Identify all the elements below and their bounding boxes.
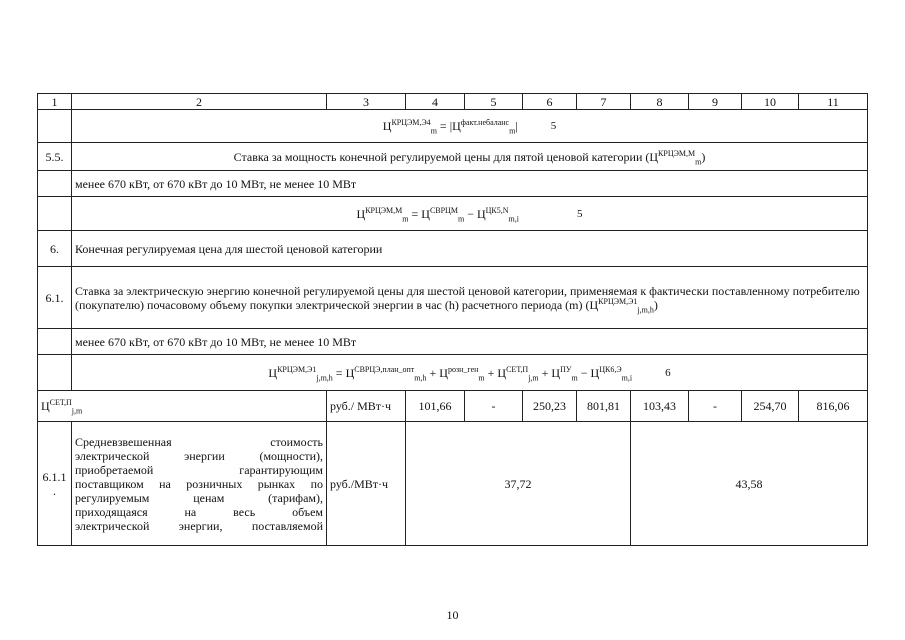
row-6-1-voltage-text: менее 670 кВт, от 670 кВт до 10 МВт, не менее 10 МВт <box>72 329 868 355</box>
col-header-9: 9 <box>689 94 742 110</box>
formula-e1-row <box>38 355 868 391</box>
formula-number: 5 <box>576 207 583 220</box>
col-header-1: 1 <box>38 94 72 110</box>
value-cell: 801,81 <box>577 391 631 422</box>
row-set-p-label: $Ц^{СЕТ,П}_{j,m}$ <box>38 391 327 422</box>
row-5-5-voltage <box>38 171 868 197</box>
unit-cell: руб./ МВт·ч <box>327 391 406 422</box>
formula-number: 5 <box>550 120 557 132</box>
col-header-11: 11 <box>799 94 868 110</box>
formula-m: $Ц^{КРЦЭМ,М}_m = Ц^{СВРЦМ}_m - Ц^{ЦК5,N}_{m,i}$ 5 <box>72 197 868 231</box>
col-header-3: 3 <box>327 94 406 110</box>
formula-m-row <box>38 197 868 231</box>
value-cell: - <box>689 391 742 422</box>
row-5-5-title: Ставка за мощность конечной регулируемой цены для пятой ценовой категории $(Ц^{КРЦЭМ,М}_m)$ <box>72 143 868 171</box>
row-set-p <box>38 391 868 422</box>
value-cell: 43,58 <box>631 422 868 546</box>
row-5-5 <box>38 143 868 171</box>
row-6-1 <box>38 267 868 329</box>
value-cell: 816,06 <box>799 391 868 422</box>
row-6-title: Конечная регулируемая цена для шестой ценовой категории <box>72 231 868 267</box>
value-cell: 254,70 <box>742 391 799 422</box>
row-6-1-1-description: Средневзвешенная стоимость электрической энергии (мощности), приобретаемой гарантирующим поставщиком на розничных рынках по регулируемым ценам (тарифам), приходящаяся на весь объем электрической энергии, поставляемой <box>72 422 327 546</box>
value-cell: 103,43 <box>631 391 689 422</box>
col-header-10: 10 <box>742 94 799 110</box>
col-header-5: 5 <box>465 94 523 110</box>
value-cell: 250,23 <box>523 391 577 422</box>
row-6-1-voltage <box>38 329 868 355</box>
tariff-table <box>37 93 868 546</box>
row-number: 6.1.1 . <box>38 422 72 546</box>
row-6-1-1 <box>38 422 868 546</box>
page-number: 10 <box>446 608 459 622</box>
formula-e4: $Ц^{КРЦЭМ,Э4}_m = |Ц^{факт.небаланс}_m|$ 5 <box>72 110 868 143</box>
col-header-8: 8 <box>631 94 689 110</box>
row-number: 6. <box>38 231 72 267</box>
value-cell: 101,66 <box>406 391 465 422</box>
row-number: 6.1. <box>38 267 72 329</box>
formula-e4-row <box>38 110 868 143</box>
col-header-2: 2 <box>72 94 327 110</box>
formula-e1: $Ц^{КРЦЭМ,Э1}_{j,m,h} = Ц^{СВРЦЭ,план\_опт}_{m,h} + Ц^{розн\_ген}_m + Ц^{СЕТ,П}_{j,m} + Ц^{ПУ}_m - Ц^{ЦК6,Э}_{m,i}$ 6 <box>72 355 868 391</box>
value-cell: - <box>465 391 523 422</box>
value-cell: 37,72 <box>406 422 631 546</box>
formula-number: 6 <box>665 366 671 379</box>
unit-cell: руб./МВт·ч <box>327 422 406 546</box>
col-header-4: 4 <box>406 94 465 110</box>
column-number-row <box>38 94 868 110</box>
col-header-6: 6 <box>523 94 577 110</box>
row-6-1-title: Ставка за электрическую энергию конечной регулируемой цены для шестой ценовой категории, применяемая к фактически поставленному потребителю (покупателю) почасовому объему покупки электрической энергии в час (h) расчетного периода (m) $(Ц^{КРЦЭМ,Э1}_{j,m,h})$ <box>72 267 868 329</box>
row-6 <box>38 231 868 267</box>
row-number: 5.5. <box>38 143 72 171</box>
row-5-5-voltage-text: менее 670 кВт, от 670 кВт до 10 МВт, не менее 10 МВт <box>72 171 868 197</box>
col-header-7: 7 <box>577 94 631 110</box>
